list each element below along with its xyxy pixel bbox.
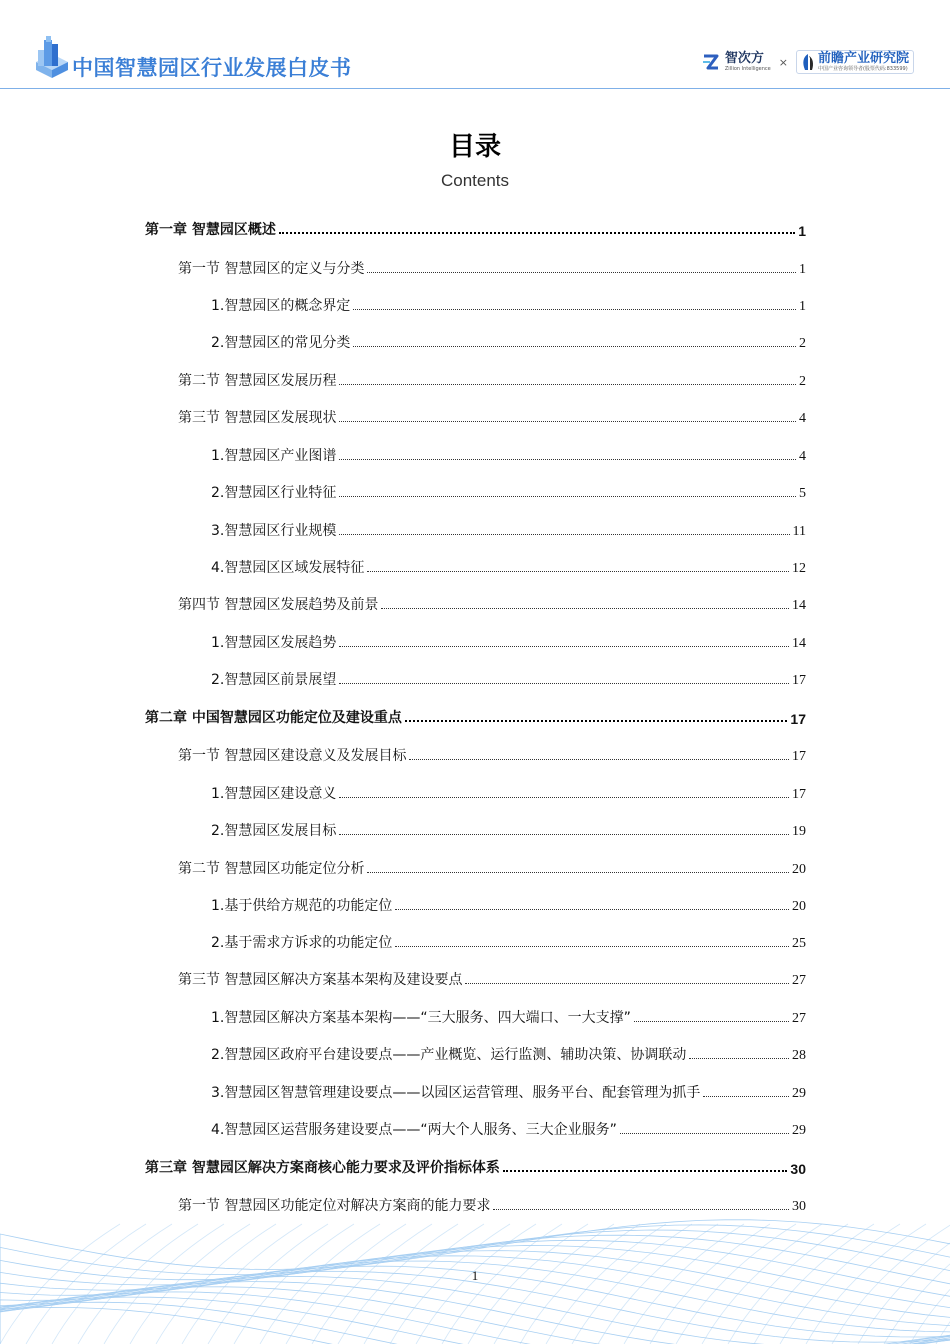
toc-page-number: 28 bbox=[792, 1048, 806, 1063]
toc-entry[interactable] bbox=[211, 1117, 806, 1139]
toc-entry-title: 2.智慧园区行业特征 bbox=[211, 485, 337, 501]
partner-a-sub: Zillion Intelligence bbox=[724, 66, 771, 72]
toc-entry-title: 2.基于需求方诉求的功能定位 bbox=[211, 935, 393, 951]
toc-leader-dots bbox=[339, 834, 789, 835]
toc-entry-title: 第一节 智慧园区功能定位对解决方案商的能力要求 bbox=[178, 1198, 491, 1214]
toc-leader-dots bbox=[339, 797, 789, 798]
toc-page-number: 14 bbox=[792, 636, 806, 651]
toc-page-number: 1 bbox=[799, 262, 806, 277]
toc-page-number: 25 bbox=[792, 936, 806, 951]
toc-page-number: 30 bbox=[790, 1161, 806, 1177]
toc-entry[interactable] bbox=[178, 1193, 806, 1215]
toc-page-number: 29 bbox=[792, 1086, 806, 1101]
toc-page-number: 4 bbox=[799, 411, 806, 426]
toc-leader-dots bbox=[339, 496, 796, 497]
toc-entry[interactable] bbox=[178, 967, 806, 989]
toc-entry-title: 4.智慧园区运营服务建设要点——“两大个人服务、三大企业服务” bbox=[211, 1122, 617, 1138]
toc-entry-title: 2.智慧园区前景展望 bbox=[211, 672, 337, 688]
toc-entry[interactable] bbox=[145, 1155, 806, 1177]
toc-entry-title: 4.智慧园区区域发展特征 bbox=[211, 560, 365, 576]
toc-page-number: 17 bbox=[790, 711, 806, 727]
toc-leader-dots bbox=[279, 232, 795, 234]
toc-entry-title: 第一节 智慧园区建设意义及发展目标 bbox=[178, 748, 407, 764]
toc-entry-title: 1.智慧园区的概念界定 bbox=[211, 298, 351, 314]
toc-leader-dots bbox=[367, 571, 789, 572]
toc-page-number: 4 bbox=[799, 449, 806, 464]
toc-leader-dots bbox=[339, 421, 796, 422]
toc-entry[interactable] bbox=[211, 1042, 806, 1064]
toc-page-number: 1 bbox=[798, 223, 806, 239]
toc-page-number: 14 bbox=[792, 598, 806, 613]
toc-leader-dots bbox=[620, 1133, 789, 1134]
toc-page-number: 20 bbox=[792, 862, 806, 877]
toc-subtitle: Contents bbox=[440, 171, 510, 190]
toc-leader-dots bbox=[395, 909, 789, 910]
partner-separator: × bbox=[778, 55, 788, 69]
toc-entry[interactable] bbox=[178, 592, 806, 614]
toc-entry-title: 第三节 智慧园区解决方案基本架构及建设要点 bbox=[178, 972, 463, 988]
toc-leader-dots bbox=[395, 946, 789, 947]
toc-entry[interactable] bbox=[211, 781, 806, 803]
toc-entry[interactable] bbox=[211, 555, 806, 577]
toc-page-number: 29 bbox=[792, 1123, 806, 1138]
toc-entry-title: 第二章 中国智慧园区功能定位及建设重点 bbox=[145, 710, 402, 726]
toc-entry[interactable] bbox=[178, 368, 806, 390]
toc-entry-title: 3.智慧园区行业规模 bbox=[211, 523, 337, 539]
toc-entry[interactable] bbox=[178, 405, 806, 427]
toc-entry[interactable] bbox=[211, 443, 806, 465]
toc-leader-dots bbox=[339, 534, 789, 535]
toc-leader-dots bbox=[367, 872, 789, 873]
toc-entry[interactable] bbox=[211, 818, 806, 840]
toc-entry[interactable] bbox=[211, 1005, 806, 1027]
toc-entry[interactable] bbox=[178, 256, 806, 278]
toc-entry[interactable] bbox=[178, 743, 806, 765]
toc-entry-title: 1.智慧园区产业图谱 bbox=[211, 448, 337, 464]
toc-page-number: 5 bbox=[799, 486, 806, 501]
toc-page-number: 27 bbox=[792, 1011, 806, 1026]
toc-entry-title: 第三节 智慧园区发展现状 bbox=[178, 410, 337, 426]
toc-entry[interactable] bbox=[145, 217, 806, 239]
toc-entry[interactable] bbox=[145, 705, 806, 727]
toc-leader-dots bbox=[465, 983, 789, 984]
toc-leader-dots bbox=[703, 1096, 789, 1097]
toc-entry-title: 1.基于供给方规范的功能定位 bbox=[211, 898, 393, 914]
toc-page-number: 17 bbox=[792, 749, 806, 764]
toc-page-number: 17 bbox=[792, 673, 806, 688]
toc-title: 目录 bbox=[448, 132, 501, 162]
toc-entry-title: 第二节 智慧园区发展历程 bbox=[178, 373, 337, 389]
toc-page-number: 12 bbox=[792, 561, 806, 576]
toc-leader-dots bbox=[339, 683, 789, 684]
toc-entry[interactable] bbox=[211, 930, 806, 952]
toc-entry[interactable] bbox=[178, 856, 806, 878]
toc-entry[interactable] bbox=[211, 518, 806, 540]
toc-page-number: 17 bbox=[792, 787, 806, 802]
toc-leader-dots bbox=[503, 1170, 788, 1172]
toc-leader-dots bbox=[493, 1209, 789, 1210]
toc-page-number: 1 bbox=[799, 299, 806, 314]
toc-entry[interactable] bbox=[211, 293, 806, 315]
toc-leader-dots bbox=[689, 1058, 789, 1059]
toc-entry-title: 第四节 智慧园区发展趋势及前景 bbox=[178, 597, 379, 613]
toc-leader-dots bbox=[339, 459, 796, 460]
toc-entry-title: 第一章 智慧园区概述 bbox=[145, 222, 276, 238]
toc-entry[interactable] bbox=[211, 1080, 806, 1102]
toc-page-number: 30 bbox=[792, 1199, 806, 1214]
toc-leader-dots bbox=[339, 646, 789, 647]
toc-leader-dots bbox=[367, 272, 796, 273]
toc-entry-title: 2.智慧园区政府平台建设要点——产业概览、运行监测、辅助决策、协调联动 bbox=[211, 1047, 687, 1063]
brand-title: 中国智慧园区行业发展白皮书 bbox=[72, 56, 352, 80]
toc-entry[interactable] bbox=[211, 893, 806, 915]
toc-entry-title: 1.智慧园区发展趋势 bbox=[211, 635, 337, 651]
partner-b-sub: 中国产业咨询领导者(股票代码:833599) bbox=[817, 66, 908, 72]
toc-entry[interactable] bbox=[211, 667, 806, 689]
toc-page-number: 19 bbox=[792, 824, 806, 839]
toc-entry-title: 2.智慧园区的常见分类 bbox=[211, 335, 351, 351]
toc-entry-title: 第一节 智慧园区的定义与分类 bbox=[178, 261, 365, 277]
page-number: 1 bbox=[471, 1268, 479, 1283]
toc-page-number: 2 bbox=[799, 374, 806, 389]
toc-leader-dots bbox=[409, 759, 789, 760]
toc-entry[interactable] bbox=[211, 630, 806, 652]
toc-entry-title: 第三章 智慧园区解决方案商核心能力要求及评价指标体系 bbox=[145, 1160, 500, 1176]
toc-entry-title: 1.智慧园区解决方案基本架构——“三大服务、四大端口、一大支撑” bbox=[211, 1010, 631, 1026]
toc-entry-title: 3.智慧园区智慧管理建设要点——以园区运营管理、服务平台、配套管理为抓手 bbox=[211, 1085, 701, 1101]
toc-leader-dots bbox=[405, 720, 788, 722]
toc-entry[interactable] bbox=[211, 330, 806, 352]
toc-page-number: 11 bbox=[792, 524, 806, 539]
toc-entry-title: 第二节 智慧园区功能定位分析 bbox=[178, 861, 365, 877]
toc-leader-dots bbox=[339, 384, 796, 385]
toc-leader-dots bbox=[353, 309, 796, 310]
toc-entry[interactable] bbox=[211, 480, 806, 502]
toc-leader-dots bbox=[381, 608, 789, 609]
partner-b-name: 前瞻产业研究院 bbox=[817, 51, 909, 66]
toc-page-number: 2 bbox=[799, 336, 806, 351]
partner-a-name: 智次方 bbox=[724, 51, 764, 66]
toc-leader-dots bbox=[634, 1021, 789, 1022]
toc-page-number: 27 bbox=[792, 973, 806, 988]
toc-page-number: 20 bbox=[792, 899, 806, 914]
toc-entry-title: 2.智慧园区发展目标 bbox=[211, 823, 337, 839]
toc-entry-title: 1.智慧园区建设意义 bbox=[211, 786, 337, 802]
toc-leader-dots bbox=[353, 346, 796, 347]
